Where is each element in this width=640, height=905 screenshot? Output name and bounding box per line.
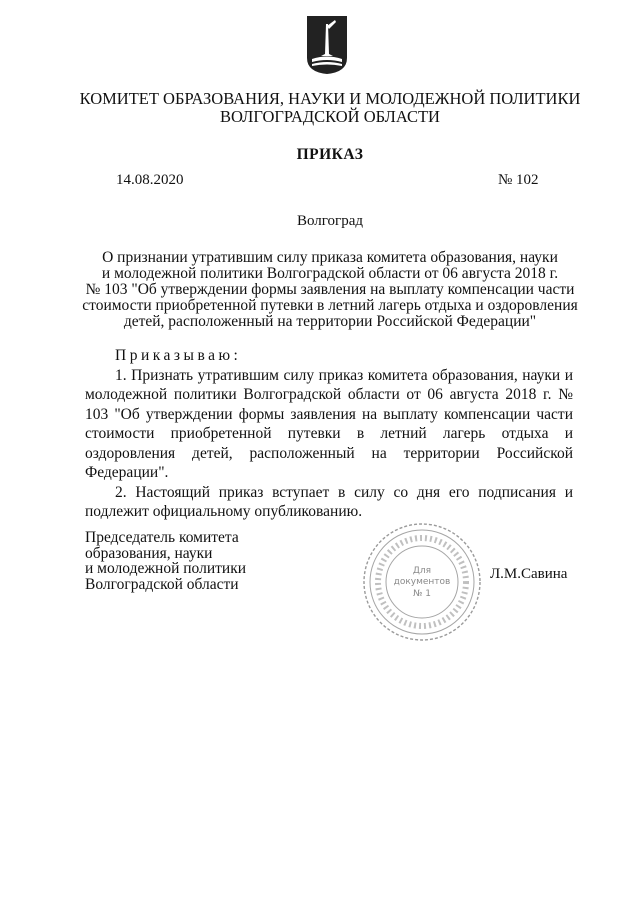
subject-line: О признании утратившим силу приказа комитета образования, науки xyxy=(102,249,558,266)
organization-name xyxy=(60,90,600,126)
subject-line: № 103 "Об утверждении формы заявления на выплату компенсации части xyxy=(85,281,575,298)
signer-name: Л.М.Савина xyxy=(490,566,568,582)
volgograd-coat-of-arms-icon xyxy=(305,14,349,76)
official-seal-icon xyxy=(360,520,484,644)
order-item-2: 2. Настоящий приказ вступает в силу со дня его подписания и подлежит официальному опубликованию. xyxy=(85,483,573,520)
subject-line: и молодежной политики Волгоградской области от 06 августа 2018 г. xyxy=(101,265,559,282)
document-body xyxy=(85,346,573,522)
document-type: ПРИКАЗ xyxy=(296,146,364,163)
signatory-title-line: Председатель комитета xyxy=(85,529,239,546)
order-word: Приказываю: xyxy=(115,347,242,364)
organization-line-1: КОМИТЕТ ОБРАЗОВАНИЯ, НАУКИ И МОЛОДЕЖНОЙ ПОЛИТИКИ xyxy=(79,89,581,108)
signatory-title xyxy=(85,530,246,592)
seal-text-line: № 1 xyxy=(413,589,431,599)
organization-line-2: ВОЛГОГРАДСКОЙ ОБЛАСТИ xyxy=(220,107,440,126)
order-item-1: 1. Признать утратившим силу приказ комитета образования, науки и молодежной политики Волгоградской области от 06 августа 2018 г. № 103 "Об утверждении формы заявления на выплату компенсации части стоимости приобретенной путевки в летний лагерь отдыха и оздоровления детей, расположенный на территории Российской Федерации". xyxy=(85,366,573,481)
document-city: Волгоград xyxy=(296,213,363,229)
signatory-title-line: Волгоградской области xyxy=(85,575,239,593)
document-subject xyxy=(70,250,590,330)
seal-text-line: документов xyxy=(393,577,451,587)
subject-line: стоимости приобретенной путевки в летний лагерь отдыха и оздоровления xyxy=(82,297,578,314)
seal-text-line: Для xyxy=(412,566,432,576)
signatory-title-line: и молодежной политики xyxy=(85,560,247,577)
subject-line: детей, расположенный на территории Российской Федерации" xyxy=(123,313,537,330)
signatory-title-line: образования, науки xyxy=(85,544,213,562)
document-number: № 102 xyxy=(498,172,539,188)
document-date: 14.08.2020 xyxy=(116,172,184,188)
